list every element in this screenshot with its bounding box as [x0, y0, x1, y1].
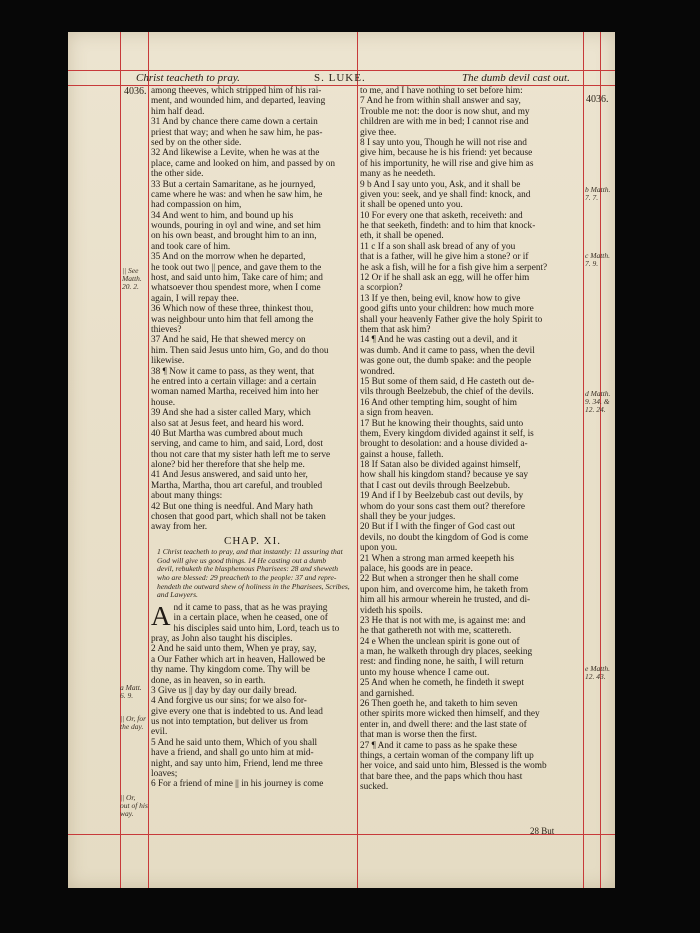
right-column-verses [360, 86, 580, 793]
verse-line: place, came and looked on him, and passed by on [151, 158, 336, 169]
verse-line: thy name. Thy kingdom come. Thy will be [151, 665, 310, 676]
verse-line: loaves; [151, 769, 178, 780]
rule-left-outer [120, 32, 121, 888]
verse-line: was neighbour unto him that fell among the [151, 314, 314, 325]
verse-line: host, and said unto him, Take care of him; and [151, 273, 323, 284]
chapter-opening [151, 600, 354, 790]
verse-line: 17 But he knowing their thoughts, said unto [360, 418, 524, 429]
verse-line: 16 And other tempting him, sought of him [360, 397, 518, 408]
verse-line: 33 But a certain Samaritane, as he journyed, [151, 179, 316, 190]
verse-line: about many things: [151, 491, 223, 502]
margin-note-line: way. [120, 810, 134, 819]
verse-line: was gone out, the dumb spake: and the people [360, 356, 532, 367]
verse-line: 39 And she had a sister called Mary, which [151, 408, 311, 419]
verse-line: he took out two || pence, and gave them to the [151, 262, 322, 273]
verse-line: house. [151, 397, 176, 408]
margin-note-line: c Matth. [585, 252, 610, 260]
verse-line: other spirits more wicked then himself, and they [360, 709, 540, 720]
verse-line: that man is worse then the first. [360, 730, 477, 741]
verse-line: a sign from heaven. [360, 408, 434, 419]
verse-line: in a certain place, when he ceased, one of [173, 613, 328, 624]
running-header-left: Christ teacheth to pray. [136, 72, 240, 84]
verse-line: serving, and came to him, and said, Lord, dost [151, 439, 323, 450]
drop-cap: A [151, 600, 171, 631]
verse-line: had compassion on him, [151, 200, 242, 211]
verse-line: that bare thee, and the paps which thou hast [360, 771, 523, 782]
margin-note-b-matth [585, 186, 613, 202]
margin-note-line: 20. 2. [122, 283, 139, 292]
verse-line: 31 And by chance there came down a certain [151, 117, 318, 128]
verse-line: again, I will repay thee. [151, 293, 239, 304]
verse-line: priest that way; and when he saw him, he pas- [151, 127, 323, 138]
verse-line: Martha, Martha, thou art careful, and troubled [151, 480, 323, 491]
verse-line: that I cast out devils through Beelzebub. [360, 480, 511, 491]
verse-line: 4 And forgive us our sins; for we also for- [151, 696, 307, 707]
verse-line: to me, and I have nothing to set before him: [360, 86, 523, 96]
verse-line: 22 But when a stronger then he shall come [360, 574, 519, 585]
verse-line: 21 When a strong man armed keepeth his [360, 553, 514, 564]
verse-line: 40 But Martha was cumbred about much [151, 428, 303, 439]
rule-right-outer [600, 32, 601, 888]
verse-line: came where he was: and when he saw him, he [151, 189, 323, 200]
verse-line: that is a father, will he give him a stone? or if [360, 252, 529, 263]
verse-line: done, as in heaven, so in earth. [151, 675, 266, 686]
verse-line: 18 If Satan also be divided against himself, [360, 460, 521, 471]
verse-line: a man, he walketh through dry places, seeking [360, 647, 533, 658]
verse-line: his disciples said unto him, Lord, teach us to [173, 623, 340, 634]
margin-note-line: out of his [120, 802, 148, 811]
margin-note-see-matth [122, 267, 148, 292]
verse-line: 34 And went to him, and bound up his [151, 210, 294, 221]
verse-line: 5 And he said unto them, Which of you shall [151, 737, 318, 748]
left-column-verses [151, 86, 354, 533]
left-column [151, 86, 354, 790]
verse-line: upon you. [360, 543, 398, 554]
verse-line: upon him, and overcome him, he taketh from [360, 584, 529, 595]
verse-line: also sat at Jesus feet, and heard his word. [151, 418, 304, 429]
rule-right-inner [583, 32, 584, 888]
verse-line: unto my house whence I came out. [360, 667, 490, 678]
verse-line: us not into temptation, but deliver us from [151, 717, 308, 728]
verse-line: shall they be your judges. [360, 512, 456, 523]
verse-line: Trouble me not: the door is now shut, and my [360, 106, 530, 117]
rule-left-inner [148, 32, 149, 888]
verse-line: gainst a house, falleth. [360, 449, 444, 460]
verse-line: give every one that is indebted to us. And lead [151, 706, 323, 717]
margin-note-line: e Matth. [585, 665, 610, 673]
verse-line: him. Then said Jesus unto him, Go, and do thou [151, 345, 329, 356]
verse-line: 15 But some of them said, d He casteth out de- [360, 376, 535, 387]
margin-note-line: a Matt. [120, 684, 142, 692]
verse-line: of his importunity, he will rise and give him as [360, 158, 534, 169]
verse-line: 9 b And I say unto you, Ask, and it shall be [360, 179, 521, 190]
margin-note-line: 6. 9. [120, 692, 134, 701]
verse-line: 41 And Jesus answered, and said unto her, [151, 470, 308, 481]
verse-line: 23 He that is not with me, is against me: and [360, 615, 526, 626]
margin-note-line: 7. 9. [585, 260, 599, 269]
margin-note-or-out-of [120, 794, 148, 819]
margin-note-c-matth [585, 252, 613, 268]
margin-note-line: b Matth. [585, 186, 611, 194]
verse-line: and took care of him. [151, 241, 231, 252]
verse-line: sucked. [360, 782, 389, 793]
verse-line: alone? bid her therefore that she help me. [151, 460, 305, 471]
verse-line: pray, as John also taught his disciples. [151, 633, 293, 644]
verse-line: whom do your sons cast them out? therefore [360, 501, 525, 512]
verse-line: many as he needeth. [360, 169, 436, 180]
verse-line: him all his armour wherein he trusted, and di- [360, 595, 531, 606]
rule-center [357, 32, 358, 888]
catchword: 28 But [530, 826, 555, 836]
page-number-right: 4036. [586, 94, 609, 105]
verse-line: vils through Beelzebub, the chief of the devils. [360, 387, 534, 398]
margin-note-line: || See [122, 267, 139, 275]
verse-line: he entred into a certain village: and a certain [151, 376, 317, 387]
rule-top [68, 70, 615, 71]
verse-line: 7 And he from within shall answer and say, [360, 96, 521, 107]
verse-line: them that ask him? [360, 324, 431, 335]
verse-line: wondred. [360, 366, 395, 377]
verse-line: 19 And if I by Beelzebub cast out devils, by [360, 491, 524, 502]
margin-note-a-matt [120, 684, 148, 700]
verse-line: given you: seek, and ye shall find: knock, and [360, 189, 531, 200]
verse-line: 35 And on the morrow when he departed, [151, 252, 306, 263]
verse-line: sed by on the other side. [151, 137, 242, 148]
verse-line: 8 I say unto you, Though he will not rise and [360, 137, 527, 148]
argument-line: devil, rebuketh the blasphemous Pharisees: 28 and sheweth [157, 565, 339, 574]
margin-note-line: Matth. [122, 275, 142, 284]
margin-note-line: || Or, [120, 794, 136, 802]
argument-line: hendeth the outward shew of holiness in the Pharisees, Scribes, [157, 582, 350, 591]
verse-line: 11 c If a son shall ask bread of any of you [360, 241, 516, 252]
verse-line: videth his spoils. [360, 605, 423, 616]
verse-line: it shall be opened unto you. [360, 200, 463, 211]
verse-line: children are with me in bed; I cannot rise and [360, 117, 529, 128]
left-column-after [151, 600, 354, 790]
margin-note-d-matth [585, 390, 613, 415]
verse-line: 14 ¶ And he was casting out a devil, and it [360, 335, 518, 346]
chapter-argument [151, 548, 354, 600]
margin-note-or-for [120, 715, 148, 731]
running-header-right: The dumb devil cast out. [462, 72, 570, 84]
verse-line: 38 ¶ Now it came to pass, as they went, that [151, 366, 315, 377]
verse-line: 26 Then goeth he, and taketh to him seven [360, 699, 518, 710]
verse-line: give him, because he is his friend: yet because [360, 148, 533, 159]
verse-line: 6 For a friend of mine || in his journey is come [151, 779, 324, 790]
margin-note-e-matth [585, 665, 613, 681]
verse-line: 12 Or if he shall ask an egg, will he offer him [360, 273, 530, 284]
verse-line: good gifts unto your children: how much more [360, 304, 534, 315]
verse-line: 24 e When the unclean spirit is gone out of [360, 636, 520, 647]
verse-line: palace, his goods are in peace. [360, 563, 473, 574]
verse-line: a Our Father which art in heaven, Hallowed be [151, 654, 326, 665]
chapter-heading: CHAP. XI. [224, 534, 281, 547]
verse-line: whatsoever thou spendest more, when I come [151, 283, 321, 294]
verse-line: night, and say unto him, Friend, lend me three [151, 758, 323, 769]
verse-line: enter in, and dwell there: and the last state of [360, 719, 527, 730]
right-column [360, 86, 580, 793]
page-number-left: 4036. [124, 86, 147, 97]
margin-note-line: || Or, for [120, 715, 147, 723]
verse-line: 2 And he said unto them, When ye pray, say, [151, 644, 317, 655]
verse-line: nd it came to pass, that as he was praying [173, 602, 328, 613]
verse-line: and garnished. [360, 688, 415, 699]
verse-line: he that seeketh, findeth: and to him that knock- [360, 221, 536, 232]
verse-line: 20 But if I with the finger of God cast out [360, 522, 515, 533]
verse-line: 32 And likewise a Levite, when he was at the [151, 148, 320, 159]
verse-line: have a friend, and shall go unto him at mid- [151, 748, 314, 759]
verse-line: 36 Which now of these three, thinkest thou, [151, 304, 314, 315]
verse-line: eth, it shall be opened. [360, 231, 444, 242]
verse-line: was dumb. And it came to pass, when the devil [360, 345, 535, 356]
verse-line: things, a certain woman of the company lift up [360, 751, 534, 761]
verse-line: 27 ¶ And it came to pass as he spake these [360, 740, 518, 751]
margin-note-line: 12. 24. [585, 406, 606, 415]
margin-note-line: d Matth. [585, 390, 611, 398]
verse-line: devils, no doubt the kingdom of God is come [360, 532, 529, 543]
margin-note-line: 7. 7. [585, 194, 599, 203]
verse-line: her voice, and said unto him, Blessed is the womb [360, 761, 547, 772]
verse-line: brought to desolation: and a house divided a- [360, 439, 528, 450]
verse-line: shall your heavenly Father give the holy Spirit to [360, 314, 543, 325]
verse-line: 10 For every one that asketh, receiveth: and [360, 210, 523, 221]
running-header-center: S. LUKE. [314, 72, 366, 84]
verse-line: 3 Give us || day by day our daily bread. [151, 685, 297, 696]
argument-line: 1 Christ teacheth to pray, and that instantly: 11 assuring that [157, 548, 343, 557]
argument-line: God will give us good things. 14 He casting out a dumb [157, 556, 327, 565]
verse-line: wounds, pouring in oyl and wine, and set him [151, 221, 321, 232]
verse-line: rest: and finding none, he saith, I will return [360, 657, 524, 668]
verse-line: 13 If ye then, being evil, know how to give [360, 293, 521, 304]
verse-line: evil. [151, 727, 168, 738]
verse-line: he ask a fish, will he for a fish give him a serpent? [360, 262, 548, 273]
verse-line: 42 But one thing is needful. And Mary hath [151, 501, 313, 512]
margin-note-line: 12. 43. [585, 673, 606, 682]
verse-line: chosen that good part, which shall not be taken [151, 512, 326, 523]
margin-note-line: the day. [120, 723, 144, 732]
verse-line: on his own beast, and brought him to an inn, [151, 231, 317, 242]
verse-line: among theeves, which stripped him of his rai- [151, 86, 322, 96]
verse-line: them, Every kingdom divided against it self, is [360, 428, 534, 439]
verse-line: him half dead. [151, 106, 205, 117]
verse-line: a scorpion? [360, 283, 403, 294]
verse-line: woman named Martha, received him into her [151, 387, 319, 398]
argument-line: and Lawyers. [157, 591, 198, 600]
verse-line: thieves? [151, 324, 182, 335]
verse-line: ment, and wounded him, and departed, leaving [151, 96, 326, 107]
verse-line: 25 And when he cometh, he findeth it swept [360, 678, 524, 689]
verse-line: likewise. [151, 356, 185, 367]
verse-line: 37 And he said, He that shewed mercy on [151, 335, 306, 346]
verse-line: away from her. [151, 522, 208, 533]
margin-note-line: 9. 34. & [585, 398, 610, 407]
verse-line: thou not care that my sister hath left me to serve [151, 449, 331, 460]
verse-line: how shall his kingdom stand? because ye say [360, 470, 529, 481]
verse-line: the other side. [151, 169, 204, 180]
verse-line: he that gathereth not with me, scattereth. [360, 626, 512, 637]
argument-line: who are blessed: 29 preacheth to the people: 37 and repre- [157, 573, 337, 582]
verse-line: give thee. [360, 127, 397, 138]
